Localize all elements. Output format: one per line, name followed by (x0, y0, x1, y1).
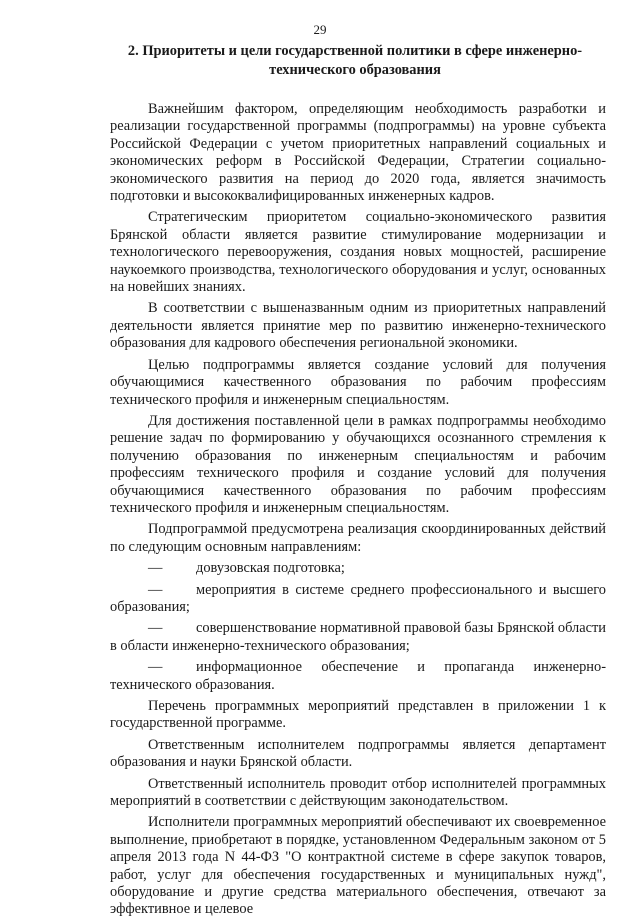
paragraph: Исполнители программных мероприятий обеспечивают их своевременное выполнение, приобретают в порядке, установленном Федеральным законом от 5 апреля 2013 года N 44-ФЗ "О контрактной системе в сфере закупок товаров, работ, услуг для обеспечения государственных и муниципальных нужд", оборудование и другие средства материального обеспечения, отвечают за эффективное и целевое (110, 814, 606, 918)
list-dash: — (148, 620, 163, 637)
list-item (110, 560, 606, 577)
paragraph: Подпрограммой предусмотрена реализация скоординированных действий по следующим основным направлениям: (110, 521, 606, 555)
paragraph: Перечень программных мероприятий представлен в приложении 1 к государственной программе. (110, 698, 606, 732)
list-dash: — (148, 581, 163, 598)
list-item-text: мероприятия в системе среднего профессионального и высшего образования; (110, 581, 606, 615)
paragraph: Для достижения поставленной цели в рамках подпрограммы необходимо решение задач по формированию у обучающихся осознанного стремления к получению образования по инженерным специальностям и рабочим профессиям технического профиля и создание условий для получения обучающимися качественного образования по рабочим профессиям технического профиля и инженерным специальностям. (110, 412, 606, 516)
list-dash: — (148, 659, 163, 676)
list-item-text: информационное обеспечение и пропаганда инженерно-технического образования. (110, 659, 606, 693)
list-item (110, 582, 606, 617)
list-item-text: довузовская подготовка; (196, 560, 345, 577)
page-number: 29 (313, 22, 327, 37)
list-item-text: совершенствование нормативной правовой базы Брянской области в области инженерно-технического образования; (110, 620, 606, 654)
paragraph: Ответственный исполнитель проводит отбор исполнителей программных мероприятий в соответствии с действующим законодательством. (110, 775, 606, 810)
paragraph: Стратегическим приоритетом социально-экономического развития Брянской области является развитие стимулирование модернизации и технологического перевооружения, создания новых мощностей, расширение наукоемкого производства, технологического оборудования и услуг, основанных на новейших знаниях. (110, 209, 606, 296)
paragraph: Ответственным исполнителем подпрограммы является департамент образования и науки Брянской области. (110, 736, 606, 771)
section-heading: 2. Приоритеты и цели государственной политики в сфере инженерно-технического образования (127, 43, 583, 78)
list-item (110, 659, 606, 694)
paragraph: В соответствии с вышеназванным одним из приоритетных направлений деятельности является принятие мер по развитию инженерно-технического образования для кадрового обеспечения региональной экономики. (110, 300, 606, 352)
list-dash: — (148, 560, 163, 577)
list-item (110, 620, 606, 655)
paragraph: Важнейшим фактором, определяющим необходимость разработки и реализации государственной программы (подпрограммы) на уровне субъекта Российской Федерации с учетом приоритетных направлений социальных и экономических реформ в Российской Федерации, Стратегии социально-экономического развития на период до 2020 года, является значимость подготовки и высококвалифицированных инженерных кадров. (110, 101, 606, 205)
paragraph: Целью подпрограммы является создание условий для получения обучающимися качественного образования по рабочим профессиям технического профиля и инженерным специальностям. (110, 356, 606, 408)
